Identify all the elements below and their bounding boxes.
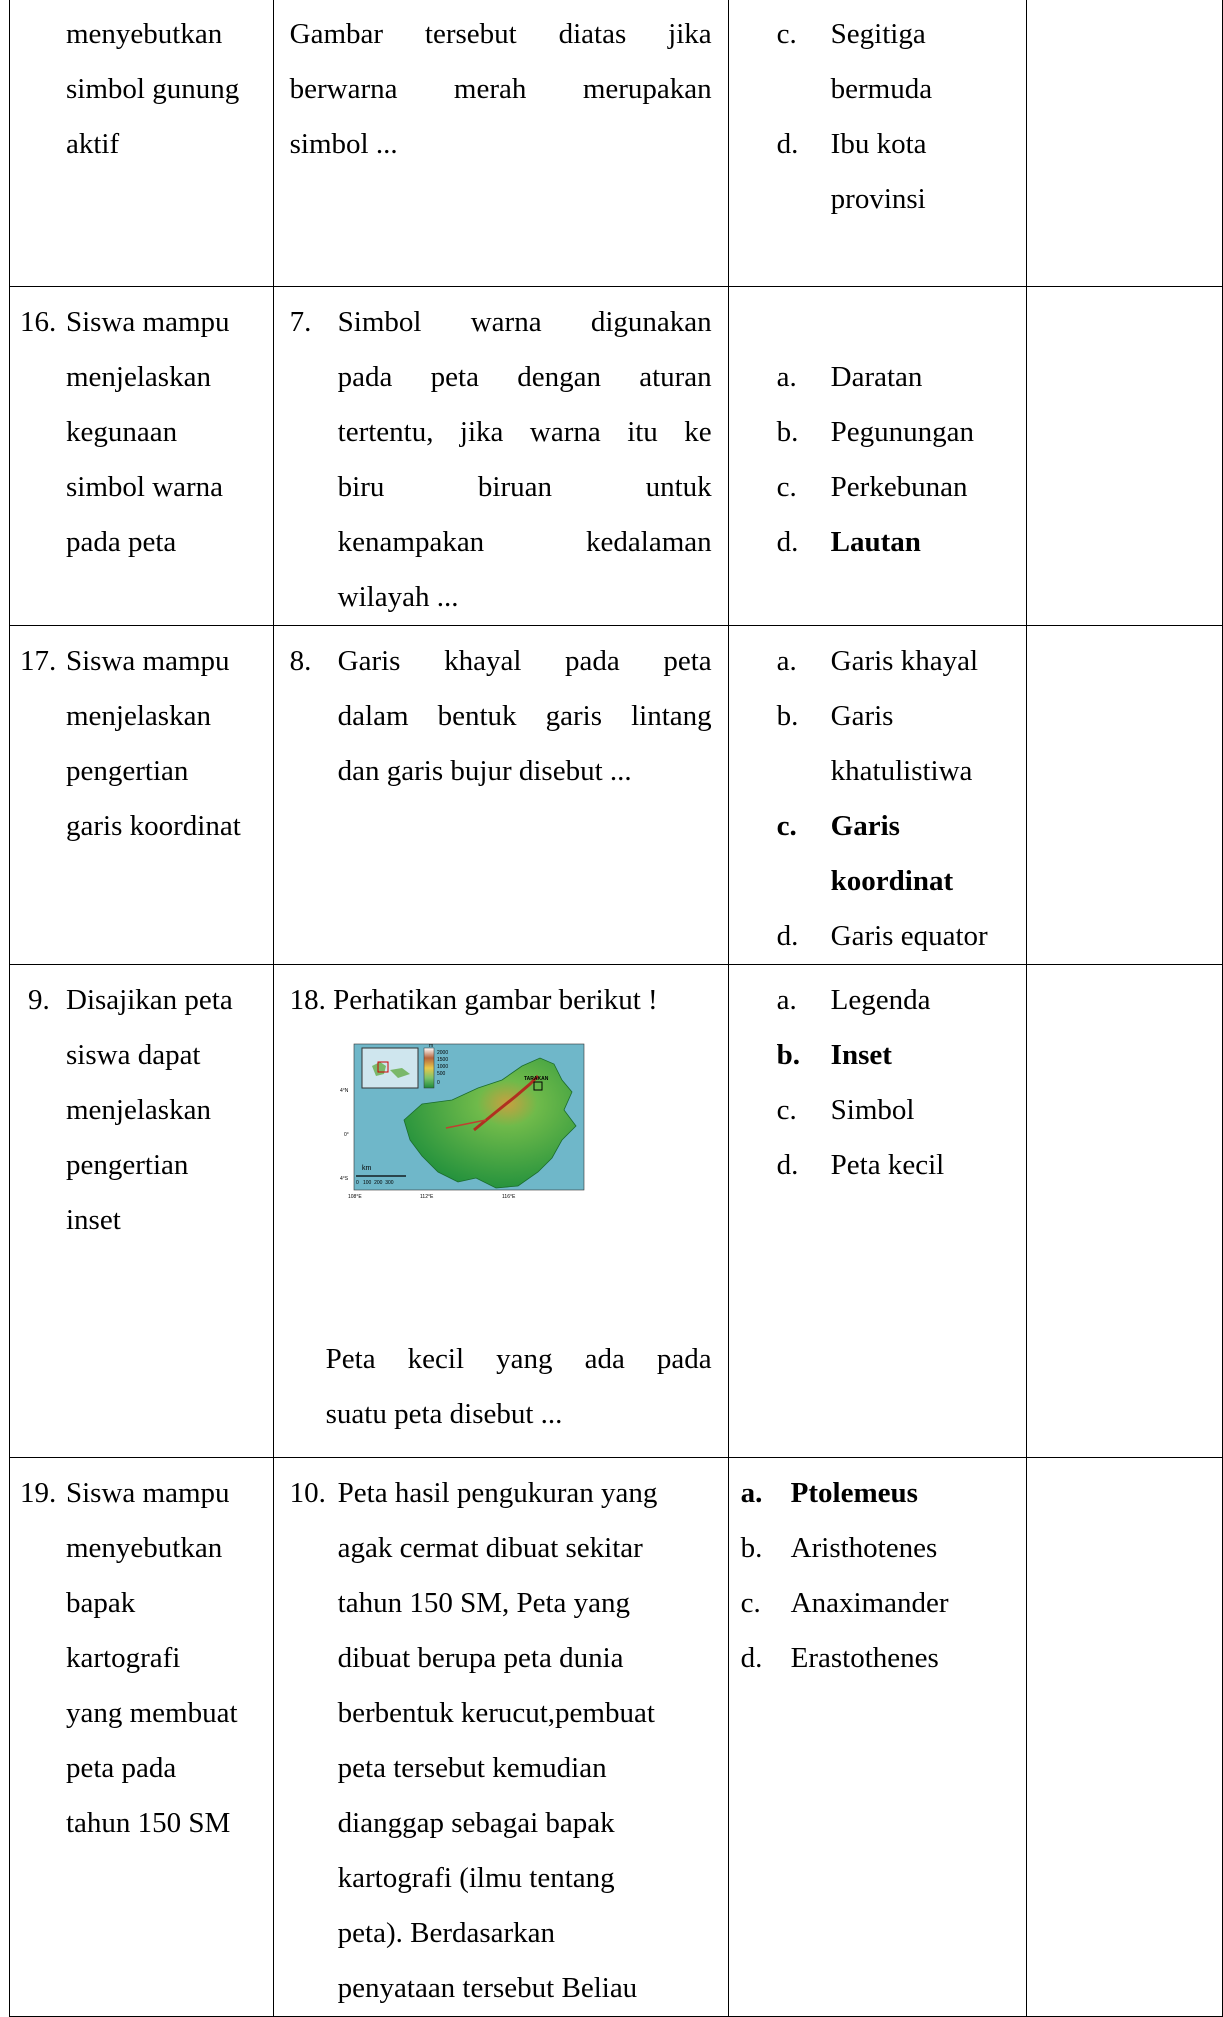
indicator-line: aktif xyxy=(66,128,120,160)
option-c: c. Garis koordinat xyxy=(776,810,954,897)
scale-ticks: 0 100 200 300 xyxy=(355,1180,394,1186)
question-line: tahun 150 SM, Peta yang xyxy=(337,1587,631,1619)
indicator-line: siswa dapat xyxy=(66,1039,201,1071)
lon-label: 112°E xyxy=(419,1194,433,1200)
lon-label: 108°E xyxy=(347,1194,362,1200)
question-line: penyataan tersebut Beliau xyxy=(337,1972,638,2004)
question-number: 8. xyxy=(289,645,312,677)
lat-label: 4°N xyxy=(339,1088,349,1094)
question-line: Perhatikan gambar berikut ! xyxy=(333,984,658,1016)
indicator-line: menjelaskan xyxy=(66,1094,211,1126)
indicator-line: pada peta xyxy=(66,526,177,558)
question-line: agak cermat dibuat sekitar xyxy=(337,1532,643,1564)
indicator-line: Siswa mampu xyxy=(66,1477,230,1509)
city-label: TARAKAN xyxy=(523,1076,548,1082)
indicator-number: 9. xyxy=(28,984,50,1016)
scale-unit: km xyxy=(361,1165,371,1172)
table-row xyxy=(10,965,1223,1458)
indicator-line: yang membuat xyxy=(66,1697,238,1729)
indicator-line: pengertian xyxy=(66,1149,189,1181)
legend-value: 1500 xyxy=(436,1057,448,1063)
question-line: peta). Berdasarkan xyxy=(337,1917,556,1949)
options-cell xyxy=(728,1458,1026,2017)
question-line: Peta hasil pengukuran yang xyxy=(337,1477,658,1509)
question-cell xyxy=(273,287,728,626)
question-line: dan garis bujur disebut ... xyxy=(337,755,632,787)
question-cell xyxy=(273,0,728,287)
indicator-line: simbol warna xyxy=(66,471,224,503)
legend-value: 0 xyxy=(436,1080,440,1086)
question-cell xyxy=(273,1458,728,2017)
legend-value: 2000 xyxy=(436,1050,448,1056)
table-row xyxy=(10,0,1223,287)
option-b: b. Garis khatulistiwa xyxy=(776,700,973,787)
question-line: simbol ... xyxy=(289,128,398,160)
option-a: a. Ptolemeus xyxy=(740,1477,918,1509)
indicator-line: bapak xyxy=(66,1587,136,1619)
indicator-line: kegunaan xyxy=(66,416,178,448)
indicator-cell xyxy=(10,626,274,965)
indicator-line: peta pada xyxy=(66,1752,177,1784)
indicator-line: Siswa mampu xyxy=(66,645,230,677)
option-c: c. Simbol xyxy=(776,1094,915,1126)
inset-map xyxy=(362,1048,418,1088)
legend-unit: m xyxy=(428,1043,433,1049)
option-b: b. Pegunungan xyxy=(776,416,975,448)
indicator-line: Siswa mampu xyxy=(66,306,230,338)
indicator-number: 17. xyxy=(20,645,57,677)
empty-cell xyxy=(1026,626,1222,965)
lat-label: 4°S xyxy=(339,1176,348,1182)
question-line: wilayah ... xyxy=(337,581,459,613)
option-c: c. Segitiga bermuda xyxy=(776,18,933,105)
question-line: kartografi (ilmu tentang xyxy=(337,1862,615,1894)
table-row xyxy=(10,1458,1223,2017)
table-row xyxy=(10,626,1223,965)
indicator-line: menyebutkan xyxy=(66,18,223,50)
indicator-cell xyxy=(10,1458,274,2017)
question-number: 10. xyxy=(289,1477,326,1509)
empty-cell xyxy=(1026,965,1222,1458)
indicator-line: Disajikan peta xyxy=(66,984,233,1016)
options-cell xyxy=(728,965,1026,1458)
indicator-line: inset xyxy=(66,1204,121,1236)
question-cell xyxy=(273,626,728,965)
indicator-line: kartografi xyxy=(66,1642,181,1674)
option-d: d. Peta kecil xyxy=(776,1149,945,1181)
option-a: a. Garis khayal xyxy=(776,645,979,677)
question-line: kenampakan kedalaman xyxy=(337,526,712,558)
lon-label: 116°E xyxy=(501,1194,515,1200)
indicator-cell xyxy=(10,0,274,287)
options-cell xyxy=(728,626,1026,965)
indicator-cell xyxy=(10,287,274,626)
indicator-cell xyxy=(10,965,274,1458)
question-number: 7. xyxy=(289,306,312,338)
option-d: d. Erastothenes xyxy=(740,1642,939,1674)
question-line: berwarna merah merupakan xyxy=(289,73,712,105)
option-a: a. Legenda xyxy=(776,984,931,1016)
option-b: b. Aristhotenes xyxy=(740,1532,938,1564)
question-line: berbentuk kerucut,pembuat xyxy=(337,1697,655,1729)
question-number: 18. xyxy=(289,984,326,1016)
empty-cell xyxy=(1026,0,1222,287)
indicator-number: 16. xyxy=(20,306,57,338)
question-line: suatu peta disebut ... xyxy=(325,1398,563,1430)
table-row xyxy=(10,287,1223,626)
empty-cell xyxy=(1026,1458,1222,2017)
borneo-map-image xyxy=(326,1040,606,1230)
question-cell xyxy=(273,965,728,1458)
question-line: biru biruan untuk xyxy=(337,471,712,503)
empty-cell xyxy=(1026,287,1222,626)
question-line: Gambar tersebut diatas jika xyxy=(289,18,712,50)
question-line: Garis khayal pada peta xyxy=(337,645,712,677)
elevation-legend xyxy=(424,1048,434,1088)
option-d: d. Lautan xyxy=(776,526,921,558)
indicator-line: pengertian xyxy=(66,755,189,787)
question-line: dianggap sebagai bapak xyxy=(337,1807,615,1839)
question-line: pada peta dengan aturan xyxy=(337,361,712,393)
legend-value: 500 xyxy=(436,1071,445,1077)
option-c: c. Anaximander xyxy=(740,1587,949,1619)
map-svg xyxy=(326,1040,606,1230)
option-d: d. Garis equator xyxy=(776,920,988,952)
indicator-line: tahun 150 SM xyxy=(66,1807,231,1839)
indicator-number: 19. xyxy=(20,1477,57,1509)
options-cell xyxy=(728,0,1026,287)
indicator-line: menyebutkan xyxy=(66,1532,223,1564)
question-line: Simbol warna digunakan xyxy=(337,306,712,338)
lat-label: 0° xyxy=(343,1132,349,1138)
indicator-line: simbol gunung xyxy=(66,73,240,105)
option-b: b. Inset xyxy=(776,1039,892,1071)
option-d: d. Ibu kota provinsi xyxy=(776,128,927,215)
option-c: c. Perkebunan xyxy=(776,471,968,503)
question-line: tertentu, jika warna itu ke xyxy=(337,416,712,448)
indicator-line: menjelaskan xyxy=(66,700,211,732)
question-line: dalam bentuk garis lintang xyxy=(337,700,712,732)
legend-value: 1000 xyxy=(436,1064,448,1070)
indicator-line: garis koordinat xyxy=(66,810,241,842)
question-line: peta tersebut kemudian xyxy=(337,1752,607,1784)
option-a: a. Daratan xyxy=(776,361,923,393)
question-line: dibuat berupa peta dunia xyxy=(337,1642,624,1674)
indicator-line: menjelaskan xyxy=(66,361,211,393)
options-cell xyxy=(728,287,1026,626)
question-table xyxy=(9,0,1223,2017)
question-line: Peta kecil yang ada pada xyxy=(325,1343,712,1375)
